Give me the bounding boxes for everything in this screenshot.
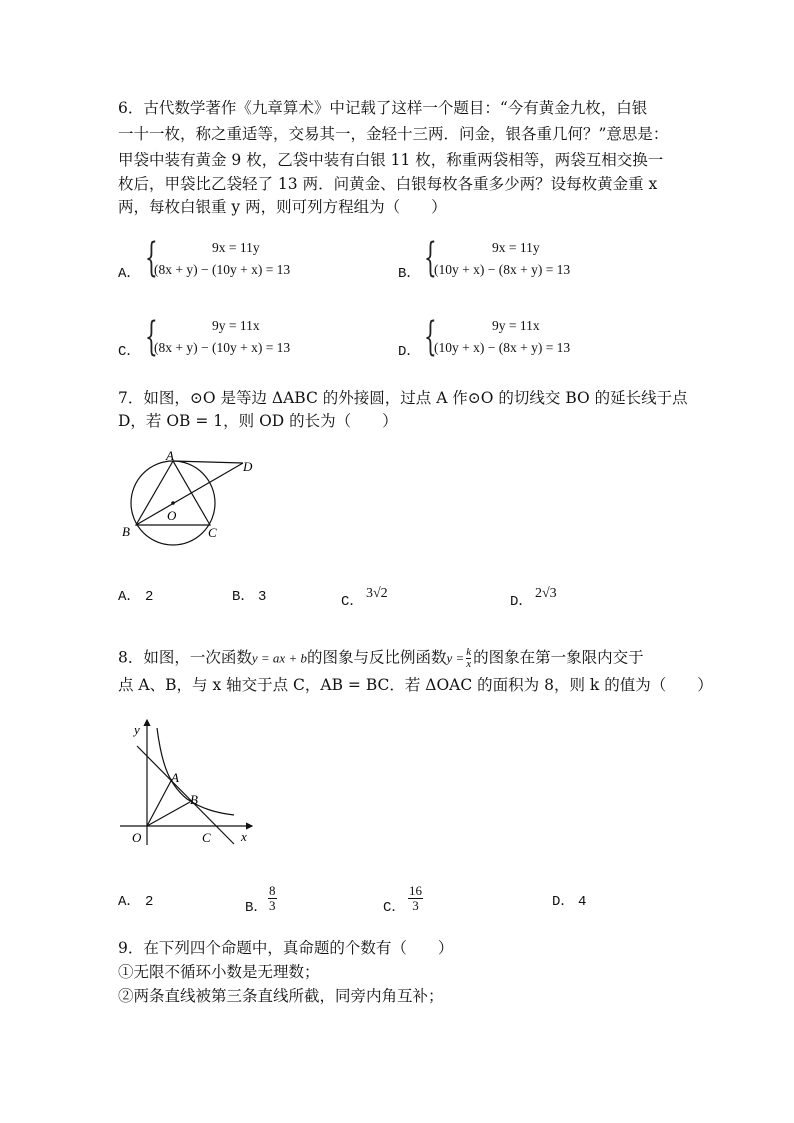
q6-option-c-label: C． [118,344,141,360]
label-c: C [202,830,211,845]
label-y: y [134,722,140,737]
q7-option-a-label: A． [118,589,141,605]
q8-option-a-label: A． [118,894,141,910]
label-a: A [166,448,174,463]
q7-line-2: D，若 OB = 1，则 OD 的长为（ ） [118,412,398,430]
q8-line-1-suffix: 的图象在第一象限内交于 [473,648,644,667]
q8-option-c-den: 3 [412,898,419,913]
q6-option-b-eq1: 9x = 11y [492,240,540,255]
q9-statement-1: ①无限不循环小数是无理数； [118,963,320,981]
q6-option-a-eq2: (8x + y) − (10y + x) = 13 [154,262,291,277]
q7-option-a-value: 2 [145,589,154,605]
q6-option-d-eq1: 9y = 11x [492,318,540,333]
q8-line-1-mid: 的图象与反比例函数 [306,648,447,667]
q7-option-c-value: 3√2 [366,586,388,601]
q7-option-b-value: 3 [258,589,267,605]
linear-function-line [137,746,234,844]
q8-line-2: 点 A、B，与 x 轴交于点 C，AB = BC．若 ΔOAC 的面积为 8，则 k 的值为（ ） [118,676,713,694]
q8-inverse-den: x [466,658,472,670]
center-point [171,501,175,505]
q6-line-4: 枚后，甲袋比乙袋轻了 13 两．问黄金、白银每枚各重多少两？设每枚黄金重 x [118,175,658,193]
q6-option-d-brace: { [424,314,437,360]
q6-line-3: 甲袋中装有黄金 9 枚，乙袋中装有白银 11 枚，称重两袋相等，两袋互相交换一 [118,151,664,169]
q8-linear-function: y = ax + b [251,650,307,666]
q8-inverse-lhs: y = [446,650,465,666]
q8-option-b-fraction [268,884,277,913]
q8-function-figure [114,712,262,852]
q8-line-1 [118,647,644,670]
q6-line-1: 6．古代数学著作《九章算术》中记载了这样一个题目：“今有黄金九枚，白银 [118,99,648,117]
q8-option-c-num: 16 [409,883,422,898]
q8-option-b-den: 3 [269,898,276,913]
label-c: C [208,525,217,540]
q6-line-5: 两，每枚白银重 y 两，则可列方程组为（ ） [118,198,447,216]
line-bd [136,463,243,525]
q6-option-c-eq1: 9y = 11x [212,318,260,333]
q7-line-1: 7．如图，⊙O 是等边 ΔABC 的外接圆，过点 A 作⊙O 的切线交 BO 的延长线于点 [118,389,688,407]
q6-option-c-eq2: (8x + y) − (10y + x) = 13 [154,340,291,355]
q6-option-d-eq2: (10y + x) − (8x + y) = 13 [434,340,571,355]
q6-option-a-eq1: 9x = 11y [212,240,260,255]
label-o: O [167,508,177,523]
q7-option-c-label: C． [341,594,364,610]
label-b: B [122,524,130,539]
q8-inverse-fraction [466,647,471,670]
label-a: A [171,770,179,785]
label-o: O [132,830,142,845]
q9-statement-2: ②两条直线被第三条直线所截，同旁内角互补； [118,987,444,1005]
q6-option-a-brace: { [145,235,158,281]
q8-option-b-num: 8 [269,883,276,898]
label-x: x [241,829,247,844]
q6-option-b-brace: { [424,235,437,281]
q7-option-d-value: 2√3 [535,586,557,601]
q6-option-b-label: B． [398,266,421,282]
q8-line-1-prefix: 8．如图，一次函数 [118,648,252,667]
q9-line-1: 9．在下列四个命题中，真命题的个数有（ ） [118,939,454,957]
label-b: B [190,792,198,807]
q7-option-d-label: D． [510,594,533,610]
q7-option-b-label: B． [232,589,255,605]
q8-option-d-label: D． [552,894,575,910]
q8-option-c-label: C． [383,900,406,916]
q6-option-d-label: D． [398,344,421,360]
q8-option-b-label: B． [245,900,268,916]
q6-option-b-eq2: (10y + x) − (8x + y) = 13 [434,262,571,277]
q6-line-2: 一十一枚，称之重适等，交易其一，金轻十三两．问金，银各重几何？”意思是： [118,125,669,143]
label-d: D [243,459,253,474]
q8-option-c-fraction [408,884,423,913]
q6-option-c-brace: { [145,314,158,360]
q8-option-d-value: 4 [578,894,587,910]
q6-option-a-label: A． [118,266,141,282]
q8-inverse-num: k [466,646,472,658]
q8-option-a-value: 2 [145,894,154,910]
q7-circle-figure [110,448,270,560]
